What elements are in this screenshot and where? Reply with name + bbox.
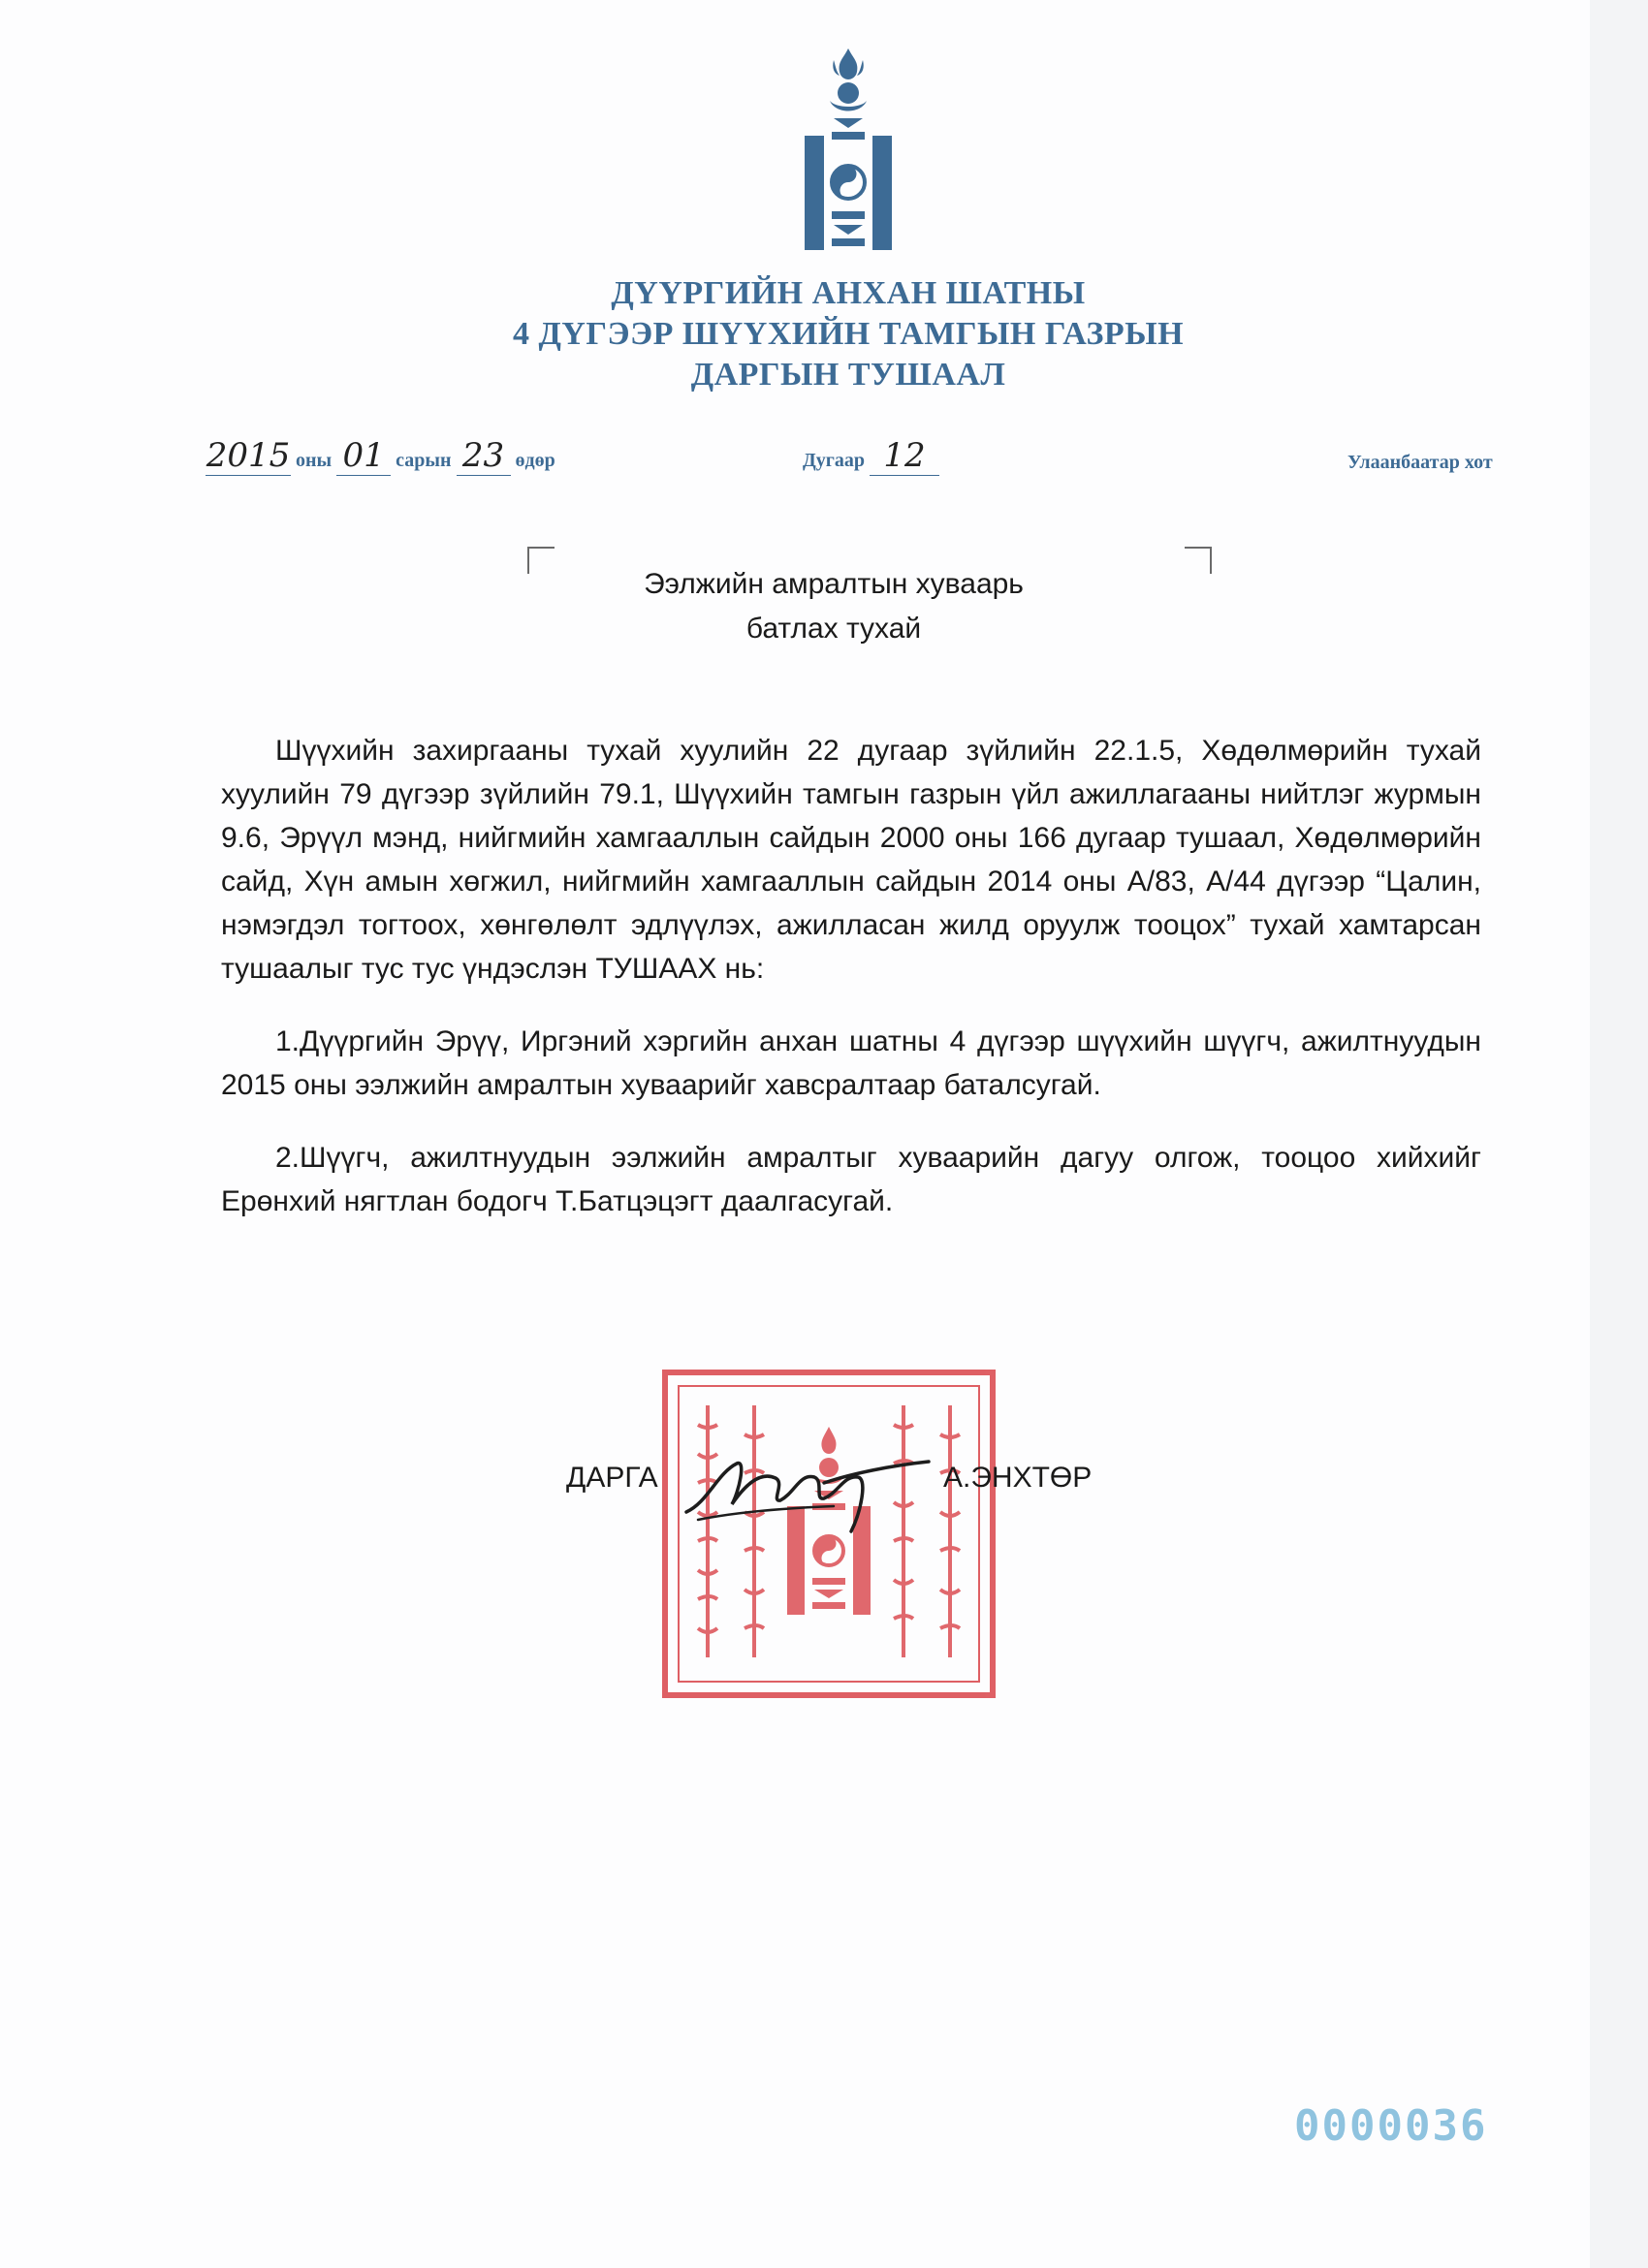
handwritten-signature-icon bbox=[679, 1444, 935, 1536]
date-day-suffix: өдөр bbox=[515, 450, 555, 471]
soyombo-emblem-icon bbox=[795, 47, 902, 255]
header-line-2: 4 ДҮГЭЭР ШҮҮХИЙН ТАМГЫН ГАЗРЫН bbox=[512, 316, 1185, 352]
document-meta-row bbox=[0, 436, 1590, 485]
document-body bbox=[221, 729, 1481, 1252]
number-label: Дугаар bbox=[803, 450, 865, 471]
signer-name: А.ЭНХТӨР bbox=[943, 1462, 1093, 1494]
date-year: 2015 bbox=[206, 436, 291, 475]
body-paragraph-1: Шүүхийн захиргааны тухай хуулийн 22 дугаар зүйлийн 22.1.5, Хөдөлмөрийн тухай хуулийн 79 дүгээр зүйлийн 79.1, Шүүхийн тамгын газрын үйл ажиллагааны нийтлэг журмын 9.6, Эрүүл мэнд, нийгмийн хамгааллын сайдын 2000 оны 166 дугаар тушаал, Хөдөлмөрийн сайд, Хүн амын хөгжил, нийгмийн хамгааллын сайдын 2014 оны А/83, А/44 дүгээр “Цалин, нэмэгдэл тогтоох, хөнгөлөлт эдлүүлэх, ажилласан жилд оруулж тооцох” тухай хамтарсан тушаалыг тус тус үндэслэн ТУШААХ нь: bbox=[221, 735, 1481, 985]
body-paragraph-3: 2.Шүүгч, ажилтнуудын ээлжийн амралтыг хуваарийн дагуу олгож, тооцоо хийхийг Ерөнхий нягтлан бодогч Т.Батцэцэгт даалгасугай. bbox=[221, 1142, 1481, 1217]
scan-edge bbox=[1590, 0, 1648, 2268]
date-month-suffix: сарын bbox=[396, 450, 452, 471]
date-year-suffix: оны bbox=[296, 450, 333, 471]
document-city: Улаанбаатар хот bbox=[1347, 452, 1493, 473]
document-serial-number: 0000036 bbox=[1294, 2101, 1488, 2151]
subject-corner-right bbox=[1185, 547, 1212, 574]
signer-title: ДАРГА bbox=[566, 1462, 658, 1494]
document-subject bbox=[485, 562, 1183, 651]
subject-line-2: батлах тухай bbox=[745, 613, 922, 645]
header-line-1: ДҮҮРГИЙН АНХАН ШАТНЫ bbox=[611, 275, 1086, 311]
number-value: 12 bbox=[870, 436, 939, 476]
date-month: 01 bbox=[336, 436, 391, 476]
body-paragraph-2: 1.Дүүргийн Эрүү, Иргэний хэргийн анхан шатны 4 дүгээр шүүхийн шүүгч, ажилтнуудын 2015 оны ээлжийн амралтын хуваарийг хавсралтаар баталсугай. bbox=[221, 1025, 1481, 1101]
date-day: 23 bbox=[457, 436, 511, 476]
document-number bbox=[803, 436, 939, 476]
document-date bbox=[206, 436, 555, 476]
subject-line-1: Ээлжийн амралтын хуваарь bbox=[644, 568, 1024, 600]
document-header bbox=[291, 273, 1406, 395]
header-line-3: ДАРГЫН ТУШААЛ bbox=[690, 357, 1006, 393]
